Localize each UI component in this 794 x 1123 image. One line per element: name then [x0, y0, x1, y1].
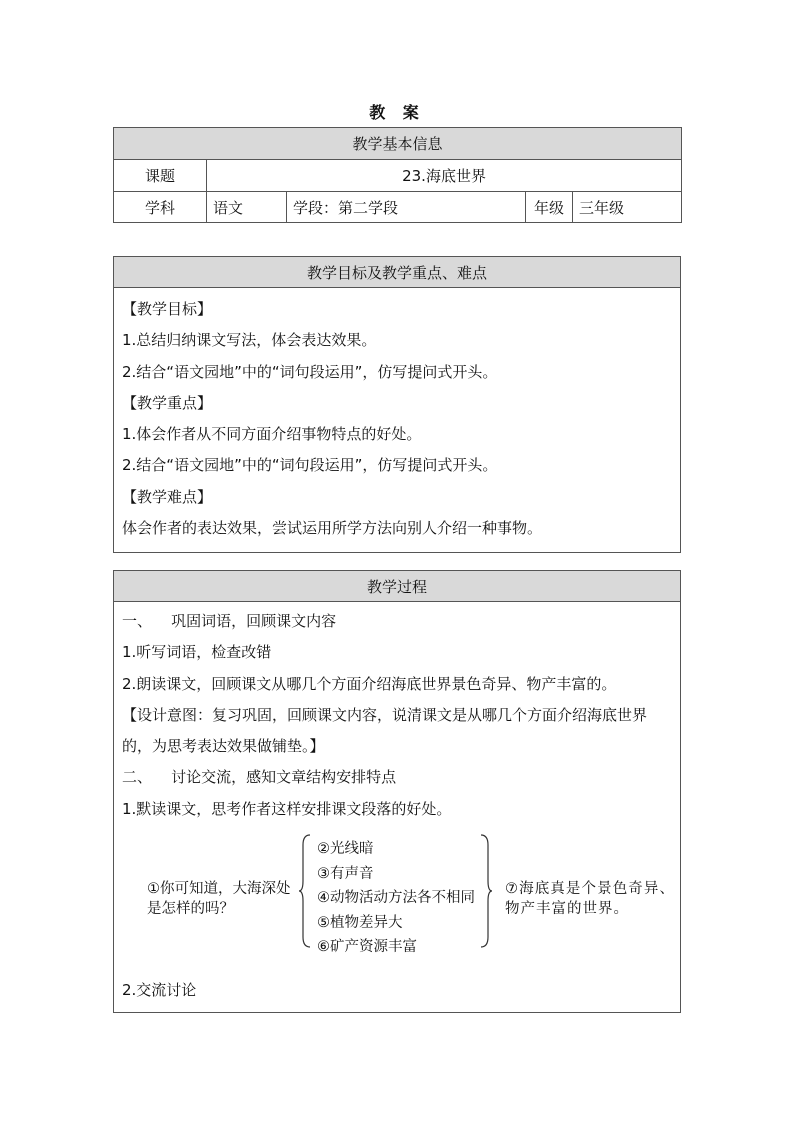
- stage-value: 学段：第二学段: [287, 192, 526, 223]
- section-heading: 二、 讨论交流，感知文章结构安排特点: [122, 768, 397, 787]
- process-header: 教学过程: [114, 571, 681, 602]
- diagram-question: ①你可知道，大海深处是怎样的吗？: [147, 881, 291, 918]
- right-brace-icon: [479, 833, 493, 949]
- grade-label: 年级: [526, 192, 573, 223]
- process-step: 2.交流讨论: [122, 981, 197, 1000]
- subject-value: 语文: [207, 192, 287, 223]
- goals-line: 1.总结归纳课文写法，体会表达效果。: [122, 331, 377, 350]
- basic-info-table: [113, 127, 682, 223]
- goals-line: 2.结合“语文园地”中的“词句段运用”，仿写提问式开头。: [122, 456, 498, 475]
- goals-table: [113, 256, 681, 553]
- goals-line: 1.体会作者从不同方面介绍事物特点的好处。: [122, 425, 422, 444]
- diagram-item: ⑤植物差异大: [317, 914, 403, 931]
- diagram-item: ③有声音: [317, 865, 374, 882]
- goals-line: 【教学难点】: [122, 487, 213, 506]
- document-title: 教 案: [369, 103, 425, 122]
- goals-line: 2.结合“语文园地”中的“词句段运用”，仿写提问式开头。: [122, 362, 498, 381]
- design-intent: 【设计意图：复习巩固，回顾课文内容，说清课文是从哪几个方面介绍海底世界的，为思考表达效果做铺垫。】: [122, 705, 648, 756]
- goals-header: 教学目标及教学重点、难点: [114, 257, 681, 288]
- process-step: 1.听写词语，检查改错: [122, 643, 272, 662]
- subject-label: 学科: [114, 192, 207, 223]
- topic-value: 23.海底世界: [207, 160, 682, 192]
- topic-label: 课题: [114, 160, 207, 192]
- basic-info-header: 教学基本信息: [114, 128, 682, 160]
- grade-value: 三年级: [573, 192, 682, 223]
- goals-content: [114, 288, 681, 553]
- diagram-items: [317, 837, 487, 960]
- left-brace-icon: [298, 833, 312, 949]
- structure-diagram: [122, 833, 674, 975]
- goals-line: 【教学目标】: [122, 300, 213, 318]
- section-heading: 一、 巩固词语，回顾课文内容: [122, 612, 337, 630]
- goals-line: 【教学重点】: [122, 393, 213, 412]
- diagram-item: ④动物活动方法各不相同: [317, 890, 475, 907]
- diagram-item: ②光线暗: [317, 841, 374, 858]
- goals-line: 体会作者的表达效果，尝试运用所学方法向别人介绍一种事物。: [122, 519, 543, 538]
- process-step: 1.默读课文，思考作者这样安排课文段落的好处。: [122, 799, 452, 818]
- diagram-conclusion: ⑦海底真是个景色奇异、物产丰富的世界。: [505, 881, 675, 918]
- diagram-item: ⑥矿产资源丰富: [317, 939, 417, 956]
- process-table: [113, 570, 681, 1013]
- process-step: 2.朗读课文，回顾课文从哪几个方面介绍海底世界景色奇异、物产丰富的。: [122, 674, 617, 693]
- process-content: [114, 602, 681, 1013]
